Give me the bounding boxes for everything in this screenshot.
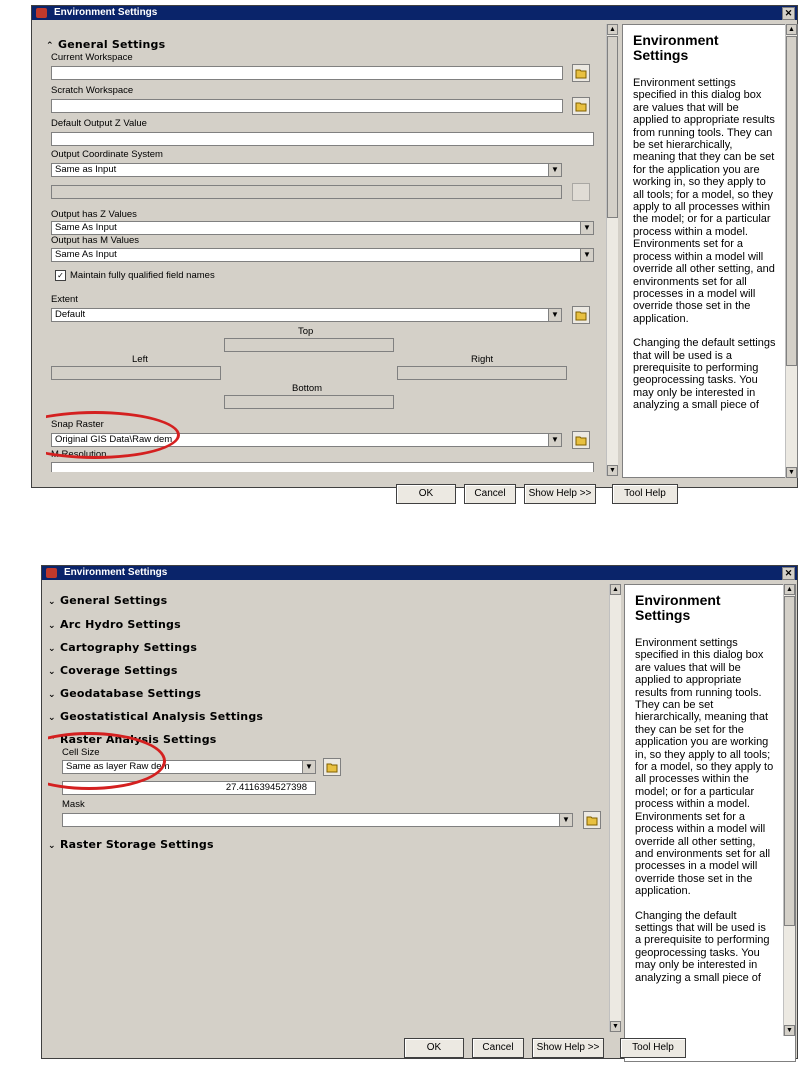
- expand-chevron-icon: ⌄: [48, 713, 56, 723]
- scroll-up-icon[interactable]: ▲: [786, 24, 797, 35]
- maintain-fields-checkbox[interactable]: ✓ Maintain fully qualified field names: [55, 270, 215, 281]
- help-paragraph-1: Environment settings specified in this dialog box are values that will be applied to appropriate results from running tools. They can be set hierarchically, meaning that they can be set for the application you are working in, so they apply to all tools; for a model, so they apply to all processes within the model; or for a particular process within a model. Environments set for a process within a model will override all other setting, and environments set for all processes in a model will override those set in the application.: [633, 77, 775, 325]
- help-paragraph-2: Changing the default settings that will be used is a prerequisite to performing geoprocessing tasks. You may only be interested in analyzing a small piece of: [635, 909, 770, 984]
- title-bar: [32, 6, 797, 20]
- app-icon: [46, 568, 57, 578]
- environment-settings-dialog-1: [31, 5, 798, 499]
- snap-raster-label: Snap Raster: [51, 419, 104, 430]
- tool-help-button[interactable]: Tool Help: [620, 1038, 686, 1058]
- dialog-buttons: [396, 484, 678, 504]
- ok-button[interactable]: OK: [404, 1038, 464, 1058]
- environment-settings-dialog-2: [41, 565, 798, 1059]
- section-header-raster-storage[interactable]: ⌄ Raster Storage Settings: [48, 838, 214, 851]
- app-icon: [36, 8, 47, 18]
- coordinate-system-display: [51, 185, 562, 199]
- extent-label: Extent: [51, 294, 78, 305]
- title-bar: [42, 566, 797, 580]
- collapse-chevron-icon: ⌃: [46, 41, 54, 51]
- scroll-thumb[interactable]: [784, 596, 795, 926]
- folder-open-icon[interactable]: [583, 811, 601, 829]
- help-panel: [624, 584, 796, 1062]
- help-panel: [622, 24, 798, 478]
- scroll-down-icon[interactable]: ▼: [784, 1025, 795, 1036]
- mask-select[interactable]: [62, 813, 573, 827]
- help-heading: Environment Settings: [633, 32, 719, 63]
- section-header-cartography[interactable]: ⌄ Cartography Settings: [48, 641, 198, 654]
- output-has-z-select[interactable]: Same As Input ▼: [51, 221, 594, 235]
- expand-chevron-icon: ⌄: [48, 597, 56, 607]
- section-header-arc-hydro[interactable]: ⌄ Arc Hydro Settings: [48, 618, 181, 631]
- extent-top-input: [224, 338, 394, 352]
- dropdown-arrow-icon[interactable]: ▼: [580, 222, 593, 234]
- scratch-workspace-input[interactable]: [51, 99, 563, 113]
- scroll-thumb[interactable]: [786, 36, 797, 366]
- properties-icon[interactable]: [572, 183, 590, 201]
- extent-bottom-label: Bottom: [292, 383, 323, 394]
- collapse-chevron-icon: ⌃: [48, 736, 56, 746]
- show-help-button[interactable]: Show Help >>: [532, 1038, 604, 1058]
- tool-help-button[interactable]: Tool Help: [612, 484, 678, 504]
- output-has-z-label: Output has Z Values: [51, 209, 137, 220]
- help-heading: Environment Settings: [635, 592, 721, 623]
- settings-panel: [46, 34, 631, 472]
- section-header-geostatistical[interactable]: ⌄ Geostatistical Analysis Settings: [48, 710, 264, 723]
- folder-open-icon[interactable]: [572, 431, 590, 449]
- current-workspace-input[interactable]: [51, 66, 563, 80]
- checkmark-icon: ✓: [55, 270, 66, 281]
- expand-chevron-icon: ⌄: [48, 644, 56, 654]
- window-title: Environment Settings: [54, 7, 158, 18]
- help-paragraph-1: Environment settings specified in this dialog box are values that will be applied to appropriate results from running tools. They can be set hierarchically, meaning that they can be set for the application you are working in, so they apply to all tools; for a model, so they apply to all processes within the model; or for a particular process within a model. Environments set for a process within a model will override all other setting, and environments set for all processes in a model will override those set in the application.: [635, 637, 774, 898]
- default-output-z-input[interactable]: [51, 132, 594, 146]
- section-header-coverage[interactable]: ⌄ Coverage Settings: [48, 664, 178, 677]
- expand-chevron-icon: ⌄: [48, 667, 56, 677]
- scroll-down-icon[interactable]: ▼: [607, 465, 618, 476]
- current-workspace-label: Current Workspace: [51, 52, 133, 63]
- extent-right-input: [397, 366, 567, 380]
- close-icon[interactable]: ✕: [782, 7, 795, 20]
- mask-label: Mask: [62, 799, 85, 810]
- settings-panel: [48, 584, 618, 1014]
- help-scrollbar[interactable]: [785, 24, 797, 478]
- output-coordinate-system-select[interactable]: Same as Input ▼: [51, 163, 562, 177]
- dropdown-arrow-icon[interactable]: ▼: [580, 249, 593, 261]
- scroll-down-icon[interactable]: ▼: [610, 1021, 621, 1032]
- cell-size-select[interactable]: Same as layer Raw dem ▼: [62, 760, 316, 774]
- output-coordinate-system-label: Output Coordinate System: [51, 149, 163, 160]
- extent-top-label: Top: [298, 326, 314, 337]
- expand-chevron-icon: ⌄: [48, 841, 56, 851]
- scroll-thumb[interactable]: [607, 36, 618, 218]
- scroll-up-icon[interactable]: ▲: [607, 24, 618, 35]
- scroll-up-icon[interactable]: ▲: [784, 584, 795, 595]
- dropdown-arrow-icon[interactable]: ▼: [559, 814, 572, 826]
- expand-chevron-icon: ⌄: [48, 621, 56, 631]
- extent-bottom-input: [224, 395, 394, 409]
- window-title: Environment Settings: [64, 567, 168, 578]
- m-resolution-input[interactable]: [51, 462, 594, 472]
- cancel-button[interactable]: Cancel: [472, 1038, 524, 1058]
- scroll-down-icon[interactable]: ▼: [786, 467, 797, 478]
- show-help-button[interactable]: Show Help >>: [524, 484, 596, 504]
- help-scrollbar[interactable]: [783, 584, 795, 1036]
- dialog-buttons: [404, 1038, 686, 1058]
- section-header-raster-analysis[interactable]: ⌃ Raster Analysis Settings: [48, 733, 217, 746]
- cancel-button[interactable]: Cancel: [464, 484, 516, 504]
- output-has-m-label: Output has M Values: [51, 235, 140, 246]
- settings-scrollbar[interactable]: [606, 24, 618, 476]
- settings-scrollbar[interactable]: [609, 584, 621, 1032]
- extent-left-input: [51, 366, 221, 380]
- folder-open-icon[interactable]: [572, 306, 590, 324]
- section-header-geodatabase[interactable]: ⌄ Geodatabase Settings: [48, 687, 202, 700]
- snap-raster-select[interactable]: Original GIS Data\Raw dem ▼: [51, 433, 562, 447]
- cell-size-label: Cell Size: [62, 747, 100, 758]
- help-paragraph-2: Changing the default settings that will be used is a prerequisite to performing geoprocessing tasks. You may only be interested in analyzing a small piece of: [633, 337, 776, 412]
- default-output-z-label: Default Output Z Value: [51, 118, 147, 129]
- extent-right-label: Right: [471, 354, 494, 365]
- folder-open-icon[interactable]: [572, 64, 590, 82]
- cell-size-value-input[interactable]: 27.4116394527398: [62, 781, 316, 795]
- extent-select[interactable]: Default ▼: [51, 308, 562, 322]
- close-icon[interactable]: ✕: [782, 567, 795, 580]
- expand-chevron-icon: ⌄: [48, 690, 56, 700]
- dropdown-arrow-icon[interactable]: ▼: [302, 761, 315, 773]
- section-header-general[interactable]: ⌄ General Settings: [48, 594, 168, 607]
- folder-open-icon[interactable]: [572, 97, 590, 115]
- ok-button[interactable]: OK: [396, 484, 456, 504]
- m-resolution-label: M Resolution: [51, 449, 107, 460]
- dropdown-arrow-icon[interactable]: ▼: [548, 309, 561, 321]
- dropdown-arrow-icon[interactable]: ▼: [548, 434, 561, 446]
- extent-left-label: Left: [132, 354, 148, 365]
- scroll-up-icon[interactable]: ▲: [610, 584, 621, 595]
- folder-open-icon[interactable]: [323, 758, 341, 776]
- dropdown-arrow-icon[interactable]: ▼: [548, 164, 561, 176]
- output-has-m-select[interactable]: Same As Input ▼: [51, 248, 594, 262]
- scratch-workspace-label: Scratch Workspace: [51, 85, 134, 96]
- section-header-general[interactable]: ⌃ General Settings: [46, 38, 166, 51]
